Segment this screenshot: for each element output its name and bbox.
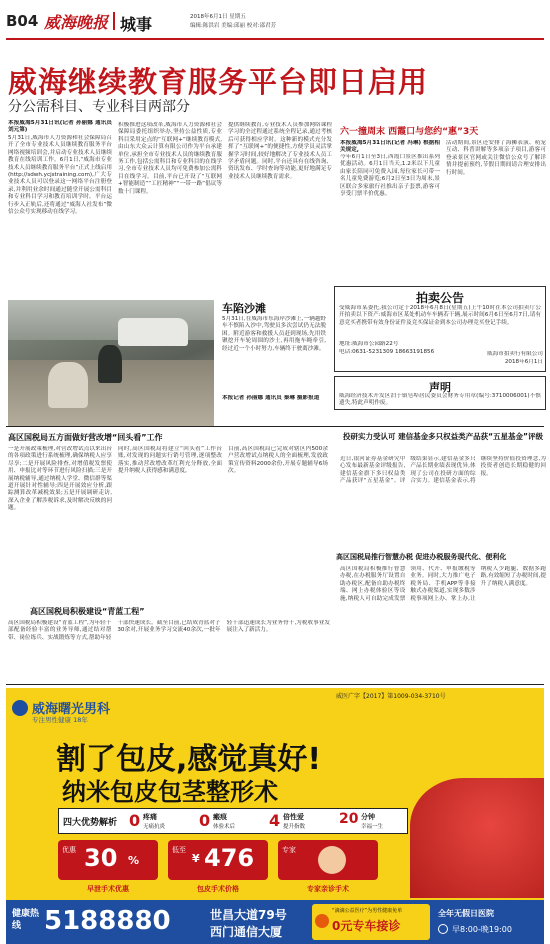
auction-notice — [334, 286, 546, 372]
page-number: B04 — [6, 12, 39, 30]
tax-story-a-title: 高区国税局五方面做好营改增“回头看”工作 — [8, 433, 163, 442]
badge-top-label: 低至 — [172, 846, 186, 854]
advantage-item-4 — [339, 811, 407, 833]
badge-value: 476 — [204, 844, 255, 872]
section-divider — [113, 12, 115, 30]
ad-top-rule — [6, 684, 544, 685]
photo-helper — [98, 345, 122, 383]
promo-big-text: 0元专车接诊 — [332, 919, 401, 933]
discount-caption: 早泄手术优惠 — [87, 885, 129, 893]
mid-rule — [6, 426, 544, 427]
auction-title: 拍卖公告 — [415, 291, 464, 305]
address-line-1: 世昌大道79号 — [210, 908, 287, 922]
advantage-title: 疼痛 — [143, 813, 157, 821]
advantages-strip — [58, 808, 408, 834]
hospital-tagline: 专注男性健康 18年 — [32, 716, 88, 724]
tax-story-a-col1: 一是开展政策梳理,对营改增试点以来出台的各项政策进行系统梳理,确保纳税人应享尽享;二是开展风险排查,对增值税发票使用、申报比对等环节进行风险扫描;三是开展纳税辅导,通过纳税人学堂、微信群等渠道开展针对性辅导;四是开展效应分析,跟踪测算改革减税效果;五是开展调研走访,深入企业了解涉税诉求,及时解决反映的问题。 — [8, 446, 112, 512]
advantage-number: 4 — [269, 811, 281, 830]
price-badge — [168, 840, 268, 880]
auction-company: 威海市拍卖行有限公司 — [487, 351, 543, 357]
advantage-sub: 幸福一生 — [361, 824, 384, 830]
car-icon — [315, 914, 329, 928]
header-rule — [6, 38, 544, 40]
advantage-item-1 — [129, 811, 197, 833]
issue-date: 2018年6月1日 星期五 — [190, 14, 246, 20]
discount-badge — [58, 840, 158, 880]
hospital-name: 威海曙光男科 — [32, 702, 111, 717]
auction-date: 2018年6月1日 — [504, 359, 543, 365]
photo-person — [48, 362, 88, 408]
auction-address: 地址:威海市公园路22号 — [339, 341, 399, 347]
advantage-number: 0 — [199, 811, 211, 830]
advantage-number: 20 — [339, 811, 359, 827]
opening-hours: 早8:00-晚19:00 — [452, 925, 512, 934]
photo-story-body: 5月31日,在威海市东海岸沙滩上,一辆越野车不慎陷入沙中,驾驶员多次尝试仍无法脱困。附近游客和救援人员赶到现场,先用铁锹挖开车轮周围的沙土,再用拖车绳牵引,经过近一个小时努力,车辆终于驶离沙滩。 — [222, 316, 326, 352]
badge-unit: % — [128, 854, 140, 867]
advantage-title: 瘢痕 — [213, 813, 227, 821]
lead-column-1: 5月31日,威海市人力资源和社会保障局召开了全市专业技术人员继续教育服务平台网络视频培训会,并启动专业技术人员继续教育在线培训工作。6月1日,“威海市专业技术人员继续教育服务平台”正式上线启用(http://sdwh.ycjstraining.com),广大专业技术人员可以登录这一网络平台注册登录,并利用业余时间通过随堂开展公需科目和专业科目学习和教育培训学时。平台运行步入正轨后,还将通过“威海人社发布”微信公众号实现移动在线学习。 — [8, 135, 112, 216]
doctor-icon — [318, 846, 346, 874]
side-story-byline: 本报威海5月31日讯(记者 冯琳) 根据相关规定, — [340, 140, 440, 154]
photo-story-title: 车陷沙滩 — [222, 302, 266, 315]
auction-phone: 电话:0631-5231309 18663191856 — [339, 349, 435, 355]
lead-column-3: 提供继续教育,专业技术人员参加网络课程学习的全过程通过系统全程记录,通过考核后可获得相应学时。这种新的模式充分发挥了“互联网+”的便捷性,方便学员灵活掌握学习时间,较好地解决了专业技术人员工学矛盾问题。同时,平台还具有在线咨询、资讯发布、学时查询等功能,更好地满足专业技术人员继续教育需求。 — [228, 122, 332, 180]
advantage-sub: 无痛抗炎 — [143, 824, 166, 830]
advertisement — [6, 688, 544, 944]
advantages-label: 四大优势解析 — [63, 818, 118, 828]
tax-story-c-body: 近日,银河证券基金研究中心发布最新基金评级报告,建信基金旗下多只权益类产品获评“五星基金”。评级结果显示,建信基金多只产品长期业绩表现优异,体现了公司在投研方面的综合实力。建信基金表示,将继续坚持价值投资理念,为投资者创造长期稳健的回报。 — [340, 456, 546, 485]
hospital-logo-icon — [12, 700, 28, 716]
lead-column-2: 积极推进这项改革,威海市人力资源和社会保障局委托组织举办,坚持公益性质,专业科目采用定点的“互联网+”继续教育模式,由山东大众云计算有限公司作为平台承建单位,承担全市专业技术人员的继续教育服务工作,包括公需科目和专业科目的在线学习,全市专业技术人员均可免费参加公需科目在线学习。目前,平台已开设了“互联网+智能制造”“工匠精神”“一带一路”倡议等数十门课程。 — [118, 122, 222, 195]
clinic-slogan: 全年无假日医院 — [438, 909, 494, 918]
badge-value: 30 — [84, 844, 118, 872]
advantage-sub: 体验术后 — [213, 824, 236, 830]
declaration-title: 声明 — [429, 381, 451, 394]
badge-top-label: 专家 — [282, 846, 296, 854]
tax-story-c-title: 投研实力受认可 建信基金多只权益类产品获“五星基金”评级 — [343, 432, 543, 441]
section-name: 城事 — [120, 15, 153, 34]
clock-icon — [438, 924, 448, 934]
advantage-sub: 提升指数 — [283, 824, 306, 830]
lead-subheadline: 分公需科目、专业科目两部分 — [8, 99, 190, 115]
hotline-number[interactable]: 5188880 — [44, 906, 171, 936]
photo-credit: 本报记者 孙丽娜 通讯员 秦琳 摄影报道 — [222, 395, 320, 401]
ad-headline-1: 割了包皮,感觉真好! — [56, 742, 322, 777]
declaration-body: 威海经济技术开发区泊于镇皂埠居民委员会财务专用章(编号:3710006001)不慎遗失,特此声明作废。 — [339, 393, 541, 407]
lead-byline: 本报威海5月31日讯(记者 孙丽娜 通讯员 刘元第) — [8, 120, 112, 134]
ad-footer-bar — [6, 900, 544, 944]
photo-car — [118, 318, 188, 346]
expert-caption: 专家亲诊手术 — [307, 885, 349, 893]
address-line-2: 西门通信大厦 — [210, 925, 283, 939]
ad-approval-number: 威医广字【2017】第1009-034-3710号 — [336, 693, 446, 700]
badge-top-label: 优惠 — [62, 846, 76, 854]
tax-story-d-title: 高区国税局推行智慧办税 促进办税服务现代化、便利化 — [336, 553, 507, 561]
side-story-col2: 活动期间,景区还安排了海狮表演、萌宠互动、科普讲解等多项亲子项目,游客可登录景区官网或关注微信公众号了解详情并提前预约,节假日期间请合理安排出行时间。 — [446, 140, 546, 176]
price-currency-icon: ¥ — [192, 852, 200, 865]
expert-badge — [278, 840, 378, 880]
advantage-number: 0 — [129, 811, 141, 830]
tax-story-b-body: 高区国税局积极建设“青蓝工程”,为年轻干部配备经验丰富的业务导师,通过结对帮带、岗位练兵、实战锻炼等方式,帮助年轻干部快速成长。截至目前,已结成青蓝对子30余对,开展业务学习交流40余次,一批年轻干部迅速成长为业务骨干,为税收事业发展注入了新活力。 — [8, 620, 330, 641]
advantage-item-3 — [269, 811, 337, 833]
ad-headline-2: 纳米包皮包茎整形术 — [62, 778, 278, 806]
side-story-col1: 今年6月1日至3日,西霞口景区推出系列优惠活动。6月1日当天,1.2米以下儿童由家长陪同可免费入园,每位家长可带一名儿童免费游览;6月2日至3日为周末,景区联合多家旅行社推出亲子套票,游客可享受门票半价优惠。 — [340, 154, 440, 198]
auction-body: 受威海市某委托,我公司定于2018年6月8日(星期五)上午10时在本公司拍卖厅公开拍卖以下资产:威海市区某处机动车车辆若干辆,展示时间6月6日至6月7日,请有意竞买者携带有效身份证件及竞买保证金到本公司办理竞买登记手续。 — [339, 305, 541, 326]
side-story-title: 六一撞周末 西霞口与您约“惠”3天 — [340, 127, 479, 137]
declaration-notice — [334, 376, 546, 410]
masthead — [0, 0, 550, 38]
tax-story-a-col2: 同时,高区国税局将建立“回头看”工作台账,对发现的问题实行销号管理,逐项整改落实,推动营改增改革红利充分释放,全面提升纳税人获得感和满意度。 — [118, 446, 222, 475]
lead-headline: 威海继续教育服务平台即日启用 — [8, 65, 429, 99]
price-caption: 包皮手术价格 — [197, 885, 239, 893]
beach-rescue-photo — [8, 300, 214, 426]
editor-credits: 编辑:陈洪岩 美编:邱丽 校对:邵君芳 — [190, 23, 277, 29]
advantage-item-2 — [199, 811, 267, 833]
hotline-label: 健康热线 — [12, 909, 40, 931]
tax-story-d-body: 高区国税局积极推行智慧办税,在办税服务厅设置自助办税区,配备自助办税终端、网上办税体验区等设施,纳税人可自助完成发票领用、代开、申报缴税等业务。同时,大力推广电子税务局、手机APP等非接触式办税渠道,实现多数涉税事项网上办、掌上办,让纳税人少跑腿、数据多跑路,有效缩短了办税时间,提升了纳税人满意度。 — [340, 566, 546, 602]
tax-story-b-title: 高区国税局积极建设“青蓝工程” — [30, 607, 145, 616]
advantage-title: 分钟 — [361, 813, 375, 821]
paper-name-logo: 威海晚报 — [44, 13, 109, 32]
promo-text: “滴滴公益医疗”为男性健康免单 — [332, 908, 403, 914]
promo-box — [312, 904, 430, 940]
tax-story-a-col3: 目前,高区国税局已完成对辖区内500余户营改增试点纳税人的全面梳理,发放政策宣传资料2000余份,开展专题辅导6场次。 — [228, 446, 328, 475]
ad-illustration — [410, 778, 544, 898]
advantage-title: 倍性爱 — [283, 813, 304, 821]
